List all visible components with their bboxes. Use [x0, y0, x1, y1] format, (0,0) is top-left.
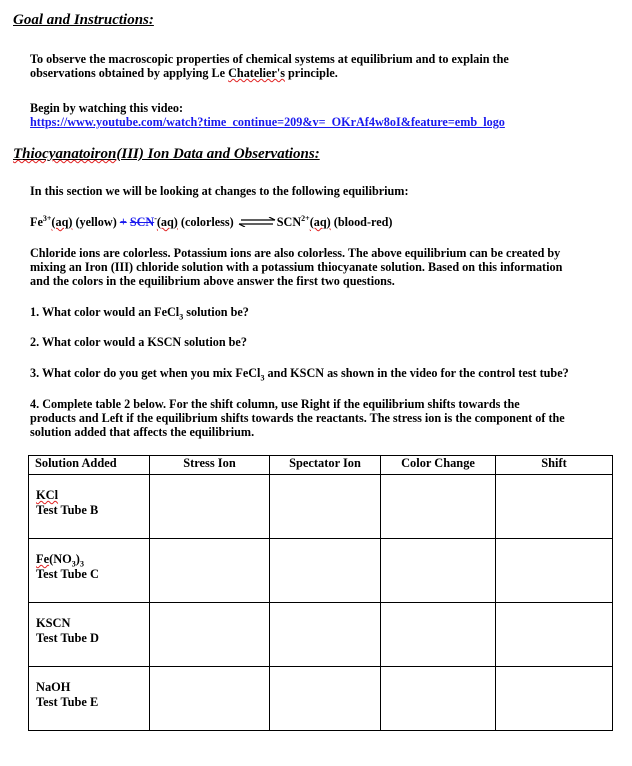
- goal-text: To observe the macroscopic properties of chemical systems at equilibrium and to explain the observations obtained by applying Le Chatelier's principle.: [30, 52, 509, 80]
- equilibrium-equation: $Fe^{3+}(aq)$ (yellow) + SCN-(aq) (colorless) $SCN^{2+}(aq)$ (blood-red): [30, 213, 393, 229]
- shift-cell[interactable]: [496, 603, 613, 667]
- question-4: 4. Complete table 2 below. For the shift column, use Right if the equilibrium shifts towards the products and Left if the equilibrium shifts towards the reactants. The stress ion is the component of the solution added that affects the equilibrium.: [30, 397, 565, 439]
- spectator-ion-cell[interactable]: [270, 475, 381, 539]
- solution-cell: KCl Test Tube B: [29, 475, 150, 539]
- color-change-cell[interactable]: [381, 667, 496, 731]
- video-link[interactable]: https://www.youtube.com/watch?time_continue=209&v=_OKrAf4w8oI&feature=emb_logo: [30, 115, 505, 129]
- intro-text: In this section we will be looking at changes to the following equilibrium:: [30, 184, 409, 198]
- solution-cell: NaOH Test Tube E: [29, 667, 150, 731]
- section-heading: Thiocyanatoiron(III) Ion Data and Observations:: [13, 146, 320, 162]
- color-change-cell[interactable]: [381, 539, 496, 603]
- header-shift: Shift: [496, 456, 613, 475]
- stress-ion-cell[interactable]: [150, 603, 270, 667]
- spectator-ion-cell[interactable]: [270, 667, 381, 731]
- equilibrium-arrow-icon: [237, 216, 277, 230]
- color-change-cell[interactable]: [381, 475, 496, 539]
- shift-cell[interactable]: [496, 475, 613, 539]
- goal-heading: Goal and Instructions:: [13, 12, 154, 28]
- data-table: [28, 455, 613, 731]
- question-3: 3. What color do you get when you mix FeCl$_3$ and KSCN as shown in the video for the control test tube?: [30, 366, 569, 383]
- question-1: 1. What color would an FeCl$_3$ solution be?: [30, 305, 249, 322]
- shift-cell[interactable]: [496, 667, 613, 731]
- table-row: [29, 667, 613, 731]
- header-color-change: Color Change: [381, 456, 496, 475]
- info-paragraph: Chloride ions are colorless. Potassium ions are also colorless. The above equilibrium can be created by mixing an Iron (III) chloride solution with a potassium thiocyanate solution. Based on this information and the colors in the equilibrium above answer the first two questions.: [30, 246, 563, 288]
- video-label: Begin by watching this video:: [30, 101, 184, 115]
- spectator-ion-cell[interactable]: [270, 603, 381, 667]
- question-2: 2. What color would a KSCN solution be?: [30, 335, 247, 349]
- solution-cell: $Fe(NO_3)_3$ Test Tube C: [29, 539, 150, 603]
- color-change-cell[interactable]: [381, 603, 496, 667]
- stress-ion-cell[interactable]: [150, 475, 270, 539]
- stress-ion-cell[interactable]: [150, 539, 270, 603]
- solution-cell: KSCN Test Tube D: [29, 603, 150, 667]
- header-spectator-ion: Spectator Ion: [270, 456, 381, 475]
- spectator-ion-cell[interactable]: [270, 539, 381, 603]
- header-solution-added: Solution Added: [29, 456, 150, 475]
- table-row: [29, 603, 613, 667]
- table-row: [29, 475, 613, 539]
- table-header-row: [29, 456, 613, 475]
- shift-cell[interactable]: [496, 539, 613, 603]
- table-row: [29, 539, 613, 603]
- header-stress-ion: Stress Ion: [150, 456, 270, 475]
- stress-ion-cell[interactable]: [150, 667, 270, 731]
